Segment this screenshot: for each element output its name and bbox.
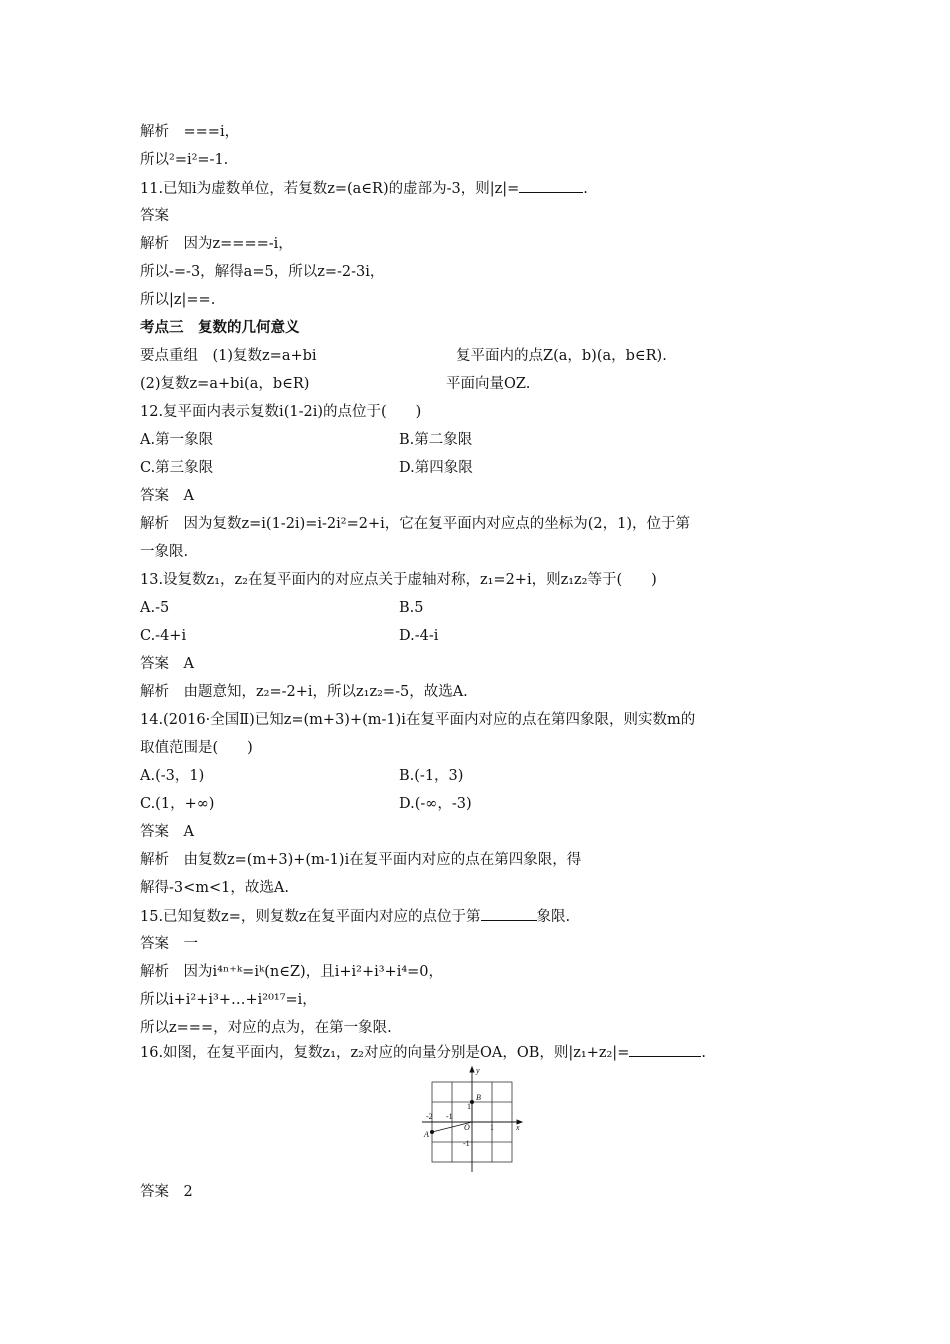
point-a bbox=[430, 1130, 433, 1133]
option-d: D.(-∞，-3) bbox=[399, 796, 472, 812]
text-line: 解析 因为z====-i， bbox=[140, 236, 293, 252]
text-line: 所以-=-3，解得a=5，所以z=-2-3i， bbox=[140, 264, 385, 280]
answer-blank bbox=[519, 178, 583, 193]
option-a: A.-5 bbox=[140, 600, 170, 616]
answer-label: 答案 bbox=[140, 208, 169, 224]
option-a: A.(-3，1) bbox=[140, 768, 205, 784]
option-c: C.-4+i bbox=[140, 628, 187, 644]
complex-plane-figure bbox=[418, 1064, 528, 1176]
tick-label: -1 bbox=[446, 1112, 453, 1121]
text-line: 取值范围是( ) bbox=[140, 740, 253, 756]
question-11: 11.已知i为虚数单位，若复数z=(a∈R)的虚部为-3，则|z|= . bbox=[140, 178, 588, 199]
tick-label: 1 bbox=[467, 1102, 471, 1111]
x-label: x bbox=[516, 1123, 520, 1132]
text-line: 解析 ===i， bbox=[140, 124, 240, 140]
text-line: 复平面内的点Z(a，b)(a，b∈R). bbox=[456, 348, 667, 364]
option-d: D.-4-i bbox=[399, 628, 439, 644]
answer-line: 答案 A bbox=[140, 488, 194, 504]
question-12: 12.复平面内表示复数i(1-2i)的点位于( ) bbox=[140, 404, 422, 420]
text-line: 平面向量OZ. bbox=[446, 376, 531, 392]
tick-label: -1 bbox=[463, 1139, 470, 1148]
option-c: C.(1，+∞) bbox=[140, 796, 215, 812]
text-line: 所以|z|==. bbox=[140, 292, 216, 308]
question-16: 16.如图，在复平面内，复数z₁，z₂对应的向量分别是OA，OB，则|z₁+z₂|= . bbox=[140, 1042, 706, 1063]
option-c: C.第三象限 bbox=[140, 460, 214, 476]
point-b-label: B bbox=[476, 1093, 481, 1102]
answer-line: 答案 2 bbox=[140, 1184, 193, 1200]
text-line: (2)复数z=a+bi(a，b∈R) bbox=[140, 376, 310, 392]
text-line: 解析 因为复数z=i(1-2i)=i-2i²=2+i，它在复平面内对应点的坐标为(2，1)，位于第 bbox=[140, 516, 691, 532]
text-line: 解得-3<m<1，故选A. bbox=[140, 880, 289, 896]
question-15: 15.已知复数z=，则复数z在复平面内对应的点位于第 象限. bbox=[140, 906, 570, 927]
section-heading: 考点三 复数的几何意义 bbox=[140, 320, 300, 336]
answer-line: 答案 A bbox=[140, 656, 194, 672]
text-line: 所以²=i²=-1. bbox=[140, 152, 229, 168]
answer-blank bbox=[481, 906, 537, 921]
tick-label: 1 bbox=[490, 1123, 494, 1132]
option-b: B.5 bbox=[399, 600, 424, 616]
y-label: y bbox=[476, 1066, 480, 1075]
text-line: 一象限. bbox=[140, 544, 189, 560]
text-line: 解析 由复数z=(m+3)+(m-1)i在复平面内对应的点在第四象限，得 bbox=[140, 852, 582, 868]
point-a-label: A bbox=[424, 1130, 429, 1139]
option-a: A.第一象限 bbox=[140, 432, 214, 448]
question-13: 13.设复数z₁，z₂在复平面内的对应点关于虚轴对称，z₁=2+i，则z₁z₂等于( ) bbox=[140, 572, 657, 588]
question-14: 14.(2016·全国Ⅱ)已知z=(m+3)+(m-1)i在复平面内对应的点在第四象限，则实数m的 bbox=[140, 712, 696, 728]
option-d: D.第四象限 bbox=[399, 460, 473, 476]
answer-line: 答案 一 bbox=[140, 936, 198, 952]
origin-label: O bbox=[464, 1123, 470, 1132]
option-b: B.(-1，3) bbox=[399, 768, 464, 784]
y-axis-arrow-icon bbox=[470, 1067, 474, 1072]
text-line: 所以z===，对应的点为，在第一象限. bbox=[140, 1020, 392, 1036]
text-line: 解析 由题意知，z₂=-2+i，所以z₁z₂=-5，故选A. bbox=[140, 684, 468, 700]
text-line: 要点重组 (1)复数z=a+bi bbox=[140, 348, 317, 364]
text-line: 解析 因为i⁴ⁿ⁺ᵏ=iᵏ(n∈Z)，且i+i²+i³+i⁴=0， bbox=[140, 964, 444, 980]
tick-label: -2 bbox=[426, 1112, 433, 1121]
text-line: 所以i+i²+i³+…+i²⁰¹⁷=i， bbox=[140, 992, 317, 1008]
answer-line: 答案 A bbox=[140, 824, 194, 840]
answer-blank bbox=[629, 1042, 701, 1057]
option-b: B.第二象限 bbox=[399, 432, 473, 448]
